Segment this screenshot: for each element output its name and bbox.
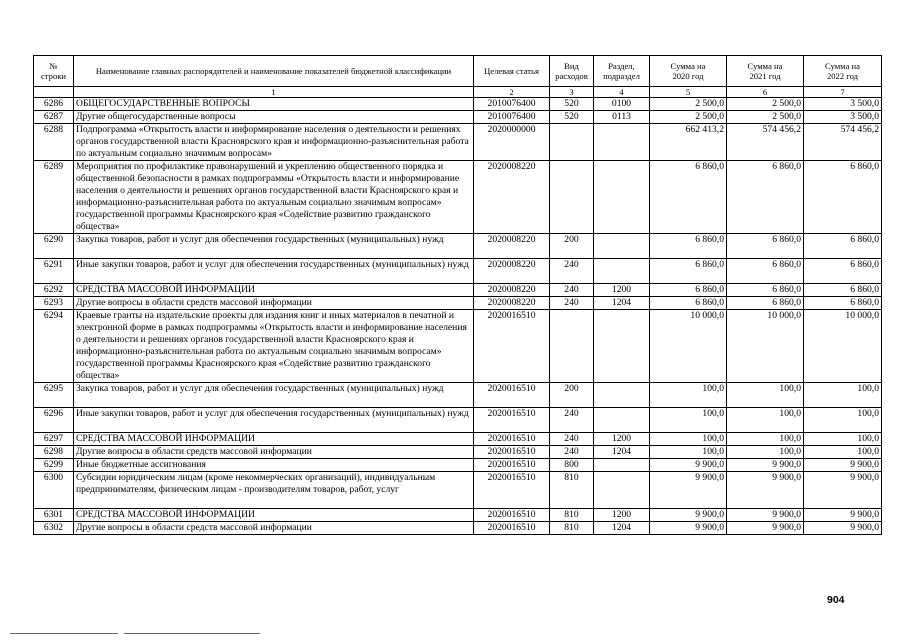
column-number: 7 xyxy=(804,87,882,98)
expense-type: 240 xyxy=(550,259,594,284)
table-row xyxy=(34,509,882,522)
expense-type xyxy=(550,124,594,161)
sum-2021: 100,0 xyxy=(727,433,804,446)
section-code xyxy=(594,408,650,433)
sum-2021: 6 860,0 xyxy=(727,297,804,310)
table-row xyxy=(34,472,882,509)
sum-2022: 9 900,0 xyxy=(804,472,882,509)
sum-2021: 9 900,0 xyxy=(727,472,804,509)
expense-name: Закупка товаров, работ и услуг для обеспечения государственных (муниципальных) нужд xyxy=(74,383,474,408)
column-number: 3 xyxy=(550,87,594,98)
target-article: 2020016510 xyxy=(474,383,550,408)
sum-2021: 2 500,0 xyxy=(727,111,804,124)
expense-type: 240 xyxy=(550,284,594,297)
column-number: 1 xyxy=(74,87,474,98)
sum-2022: 100,0 xyxy=(804,433,882,446)
header-section: Раздел, подраздел xyxy=(594,56,650,87)
sum-2021: 9 900,0 xyxy=(727,459,804,472)
table-row xyxy=(34,98,882,111)
section-code: 1200 xyxy=(594,433,650,446)
table-row xyxy=(34,161,882,234)
sum-2022: 9 900,0 xyxy=(804,459,882,472)
sum-2020: 6 860,0 xyxy=(650,284,727,297)
expense-type xyxy=(550,310,594,383)
column-number: 4 xyxy=(594,87,650,98)
sum-2020: 100,0 xyxy=(650,446,727,459)
sum-2021: 6 860,0 xyxy=(727,234,804,259)
expense-name: Подпрограмма «Открытость власти и информирование населения о деятельности и решениях органов государственной власти Красноярского края и информационно-разъяснительная работа по актуальным социально значимым вопросам» xyxy=(74,124,474,161)
table-row xyxy=(34,111,882,124)
expense-name: Иные бюджетные ассигнования xyxy=(74,459,474,472)
sum-2021: 2 500,0 xyxy=(727,98,804,111)
section-code xyxy=(594,234,650,259)
sum-2022: 6 860,0 xyxy=(804,234,882,259)
sum-2021: 100,0 xyxy=(727,383,804,408)
row-number: 6299 xyxy=(34,459,74,472)
target-article: 2020016510 xyxy=(474,459,550,472)
table-body xyxy=(34,98,882,535)
sum-2022: 9 900,0 xyxy=(804,522,882,535)
sum-2022: 6 860,0 xyxy=(804,161,882,234)
header-row xyxy=(34,56,882,87)
table-row xyxy=(34,383,882,408)
section-code: 1200 xyxy=(594,284,650,297)
sum-2021: 10 000,0 xyxy=(727,310,804,383)
target-article: 2020016510 xyxy=(474,509,550,522)
header-target: Целевая статья xyxy=(474,56,550,87)
header-sum-2021: Сумма на 2021 год xyxy=(727,56,804,87)
expense-type: 520 xyxy=(550,111,594,124)
expense-name: Другие вопросы в области средств массовой информации xyxy=(74,446,474,459)
expense-type: 800 xyxy=(550,459,594,472)
column-number: 6 xyxy=(727,87,804,98)
sum-2021: 6 860,0 xyxy=(727,284,804,297)
sum-2022: 6 860,0 xyxy=(804,284,882,297)
sum-2020: 10 000,0 xyxy=(650,310,727,383)
target-article: 2020008220 xyxy=(474,234,550,259)
column-number-row xyxy=(34,87,882,98)
target-article: 2020016510 xyxy=(474,522,550,535)
target-article: 2020016510 xyxy=(474,446,550,459)
row-number: 6291 xyxy=(34,259,74,284)
sum-2021: 100,0 xyxy=(727,408,804,433)
target-article: 2020016510 xyxy=(474,472,550,509)
sum-2020: 100,0 xyxy=(650,383,727,408)
budget-table-sheet xyxy=(33,55,881,535)
row-number: 6290 xyxy=(34,234,74,259)
sum-2020: 662 413,2 xyxy=(650,124,727,161)
sum-2021: 574 456,2 xyxy=(727,124,804,161)
target-article: 2020016510 xyxy=(474,310,550,383)
target-article: 2020008220 xyxy=(474,259,550,284)
sum-2020: 6 860,0 xyxy=(650,234,727,259)
sum-2022: 10 000,0 xyxy=(804,310,882,383)
row-number: 6298 xyxy=(34,446,74,459)
section-code: 1204 xyxy=(594,297,650,310)
target-article: 2010076400 xyxy=(474,98,550,111)
expense-name: Краевые гранты на издательские проекты для издания книг и иных материалов в печатной и электронной форме в рамках подпрограммы «Открытость власти и информирование населения о деятельности и решениях органов государственной власти Красноярского края и информационно-разъяснительная работа по актуальным социально значимым вопросам» государственной программы Красноярского края «Содействие развитию гражданского общества» xyxy=(74,310,474,383)
expense-name: Иные закупки товаров, работ и услуг для обеспечения государственных (муниципальных) нужд xyxy=(74,259,474,284)
sum-2020: 9 900,0 xyxy=(650,522,727,535)
section-code xyxy=(594,472,650,509)
row-number: 6293 xyxy=(34,297,74,310)
table-row xyxy=(34,408,882,433)
sum-2020: 9 900,0 xyxy=(650,509,727,522)
expense-name: СРЕДСТВА МАССОВОЙ ИНФОРМАЦИИ xyxy=(74,284,474,297)
row-number: 6287 xyxy=(34,111,74,124)
expense-type: 240 xyxy=(550,446,594,459)
sum-2022: 3 500,0 xyxy=(804,111,882,124)
row-number: 6286 xyxy=(34,98,74,111)
table-row xyxy=(34,446,882,459)
sum-2021: 9 900,0 xyxy=(727,509,804,522)
row-number: 6288 xyxy=(34,124,74,161)
header-name: Наименование главных распорядителей и наименование показателей бюджетной классификации xyxy=(74,56,474,87)
sum-2020: 100,0 xyxy=(650,433,727,446)
table-row xyxy=(34,124,882,161)
row-number: 6295 xyxy=(34,383,74,408)
table-row xyxy=(34,522,882,535)
sum-2020: 2 500,0 xyxy=(650,111,727,124)
expense-name: Другие вопросы в области средств массовой информации xyxy=(74,297,474,310)
expense-type: 810 xyxy=(550,522,594,535)
sum-2020: 6 860,0 xyxy=(650,297,727,310)
table-row xyxy=(34,310,882,383)
expense-name: Субсидии юридическим лицам (кроме некоммерческих организаций), индивидуальным предпринимателям, физическим лицам - производителям товаров, работ, услуг xyxy=(74,472,474,509)
expense-type: 240 xyxy=(550,408,594,433)
section-code xyxy=(594,161,650,234)
expense-type: 240 xyxy=(550,297,594,310)
page-number: 904 xyxy=(827,594,845,606)
section-code xyxy=(594,124,650,161)
sum-2020: 9 900,0 xyxy=(650,472,727,509)
sum-2021: 9 900,0 xyxy=(727,522,804,535)
target-article: 2020008220 xyxy=(474,284,550,297)
section-code: 0100 xyxy=(594,98,650,111)
row-number: 6294 xyxy=(34,310,74,383)
expense-name: Другие общегосударственные вопросы xyxy=(74,111,474,124)
row-number: 6300 xyxy=(34,472,74,509)
expense-name: ОБЩЕГОСУДАРСТВЕННЫЕ ВОПРОСЫ xyxy=(74,98,474,111)
row-number: 6296 xyxy=(34,408,74,433)
header-sum-2022: Сумма на 2022 год xyxy=(804,56,882,87)
sum-2022: 100,0 xyxy=(804,408,882,433)
expense-name: Другие вопросы в области средств массовой информации xyxy=(74,522,474,535)
section-code xyxy=(594,383,650,408)
target-article: 2020008220 xyxy=(474,161,550,234)
sum-2022: 574 456,2 xyxy=(804,124,882,161)
column-number xyxy=(34,87,74,98)
row-number: 6292 xyxy=(34,284,74,297)
sum-2020: 6 860,0 xyxy=(650,259,727,284)
expense-type: 200 xyxy=(550,383,594,408)
sum-2022: 100,0 xyxy=(804,446,882,459)
expense-name: СРЕДСТВА МАССОВОЙ ИНФОРМАЦИИ xyxy=(74,433,474,446)
row-number: 6301 xyxy=(34,509,74,522)
row-number: 6302 xyxy=(34,522,74,535)
expense-type: 810 xyxy=(550,472,594,509)
table-row xyxy=(34,297,882,310)
section-code: 1204 xyxy=(594,446,650,459)
expense-type: 810 xyxy=(550,509,594,522)
expense-type: 240 xyxy=(550,433,594,446)
sum-2020: 2 500,0 xyxy=(650,98,727,111)
sum-2020: 6 860,0 xyxy=(650,161,727,234)
expense-type xyxy=(550,161,594,234)
sum-2022: 3 500,0 xyxy=(804,98,882,111)
sum-2020: 9 900,0 xyxy=(650,459,727,472)
target-article: 2020008220 xyxy=(474,297,550,310)
sum-2022: 9 900,0 xyxy=(804,509,882,522)
sum-2020: 100,0 xyxy=(650,408,727,433)
target-article: 2010076400 xyxy=(474,111,550,124)
header-vid: Вид расходов xyxy=(550,56,594,87)
expense-type: 520 xyxy=(550,98,594,111)
expense-name: Закупка товаров, работ и услуг для обеспечения государственных (муниципальных) нужд xyxy=(74,234,474,259)
row-number: 6297 xyxy=(34,433,74,446)
expense-type: 200 xyxy=(550,234,594,259)
section-code xyxy=(594,459,650,472)
table-row xyxy=(34,234,882,259)
column-number: 2 xyxy=(474,87,550,98)
section-code xyxy=(594,259,650,284)
table-row xyxy=(34,284,882,297)
budget-table xyxy=(33,55,882,535)
sum-2022: 100,0 xyxy=(804,383,882,408)
table-row xyxy=(34,459,882,472)
sum-2021: 6 860,0 xyxy=(727,259,804,284)
section-code: 1200 xyxy=(594,509,650,522)
sum-2022: 6 860,0 xyxy=(804,297,882,310)
sum-2022: 6 860,0 xyxy=(804,259,882,284)
section-code xyxy=(594,310,650,383)
table-row xyxy=(34,259,882,284)
expense-name: Мероприятия по профилактике правонарушений и укреплению общественного порядка и общественной безопасности в рамках подпрограммы «Открытость власти и информирование населения о деятельности и решениях органов государственной власти Красноярского края и информационно-разъяснительная работа по актуальным социально значимым вопросам» государственной программы Красноярского края «Содействие развитию гражданского общества» xyxy=(74,161,474,234)
section-code: 1204 xyxy=(594,522,650,535)
section-code: 0113 xyxy=(594,111,650,124)
footer-rule xyxy=(10,633,118,634)
header-sum-2020: Сумма на 2020 год xyxy=(650,56,727,87)
row-number: 6289 xyxy=(34,161,74,234)
target-article: 2020000000 xyxy=(474,124,550,161)
target-article: 2020016510 xyxy=(474,408,550,433)
footer-rule xyxy=(124,633,260,634)
target-article: 2020016510 xyxy=(474,433,550,446)
sum-2021: 6 860,0 xyxy=(727,161,804,234)
sum-2021: 100,0 xyxy=(727,446,804,459)
table-row xyxy=(34,433,882,446)
header-row-no: № строки xyxy=(34,56,74,87)
expense-name: Иные закупки товаров, работ и услуг для обеспечения государственных (муниципальных) нужд xyxy=(74,408,474,433)
expense-name: СРЕДСТВА МАССОВОЙ ИНФОРМАЦИИ xyxy=(74,509,474,522)
column-number: 5 xyxy=(650,87,727,98)
